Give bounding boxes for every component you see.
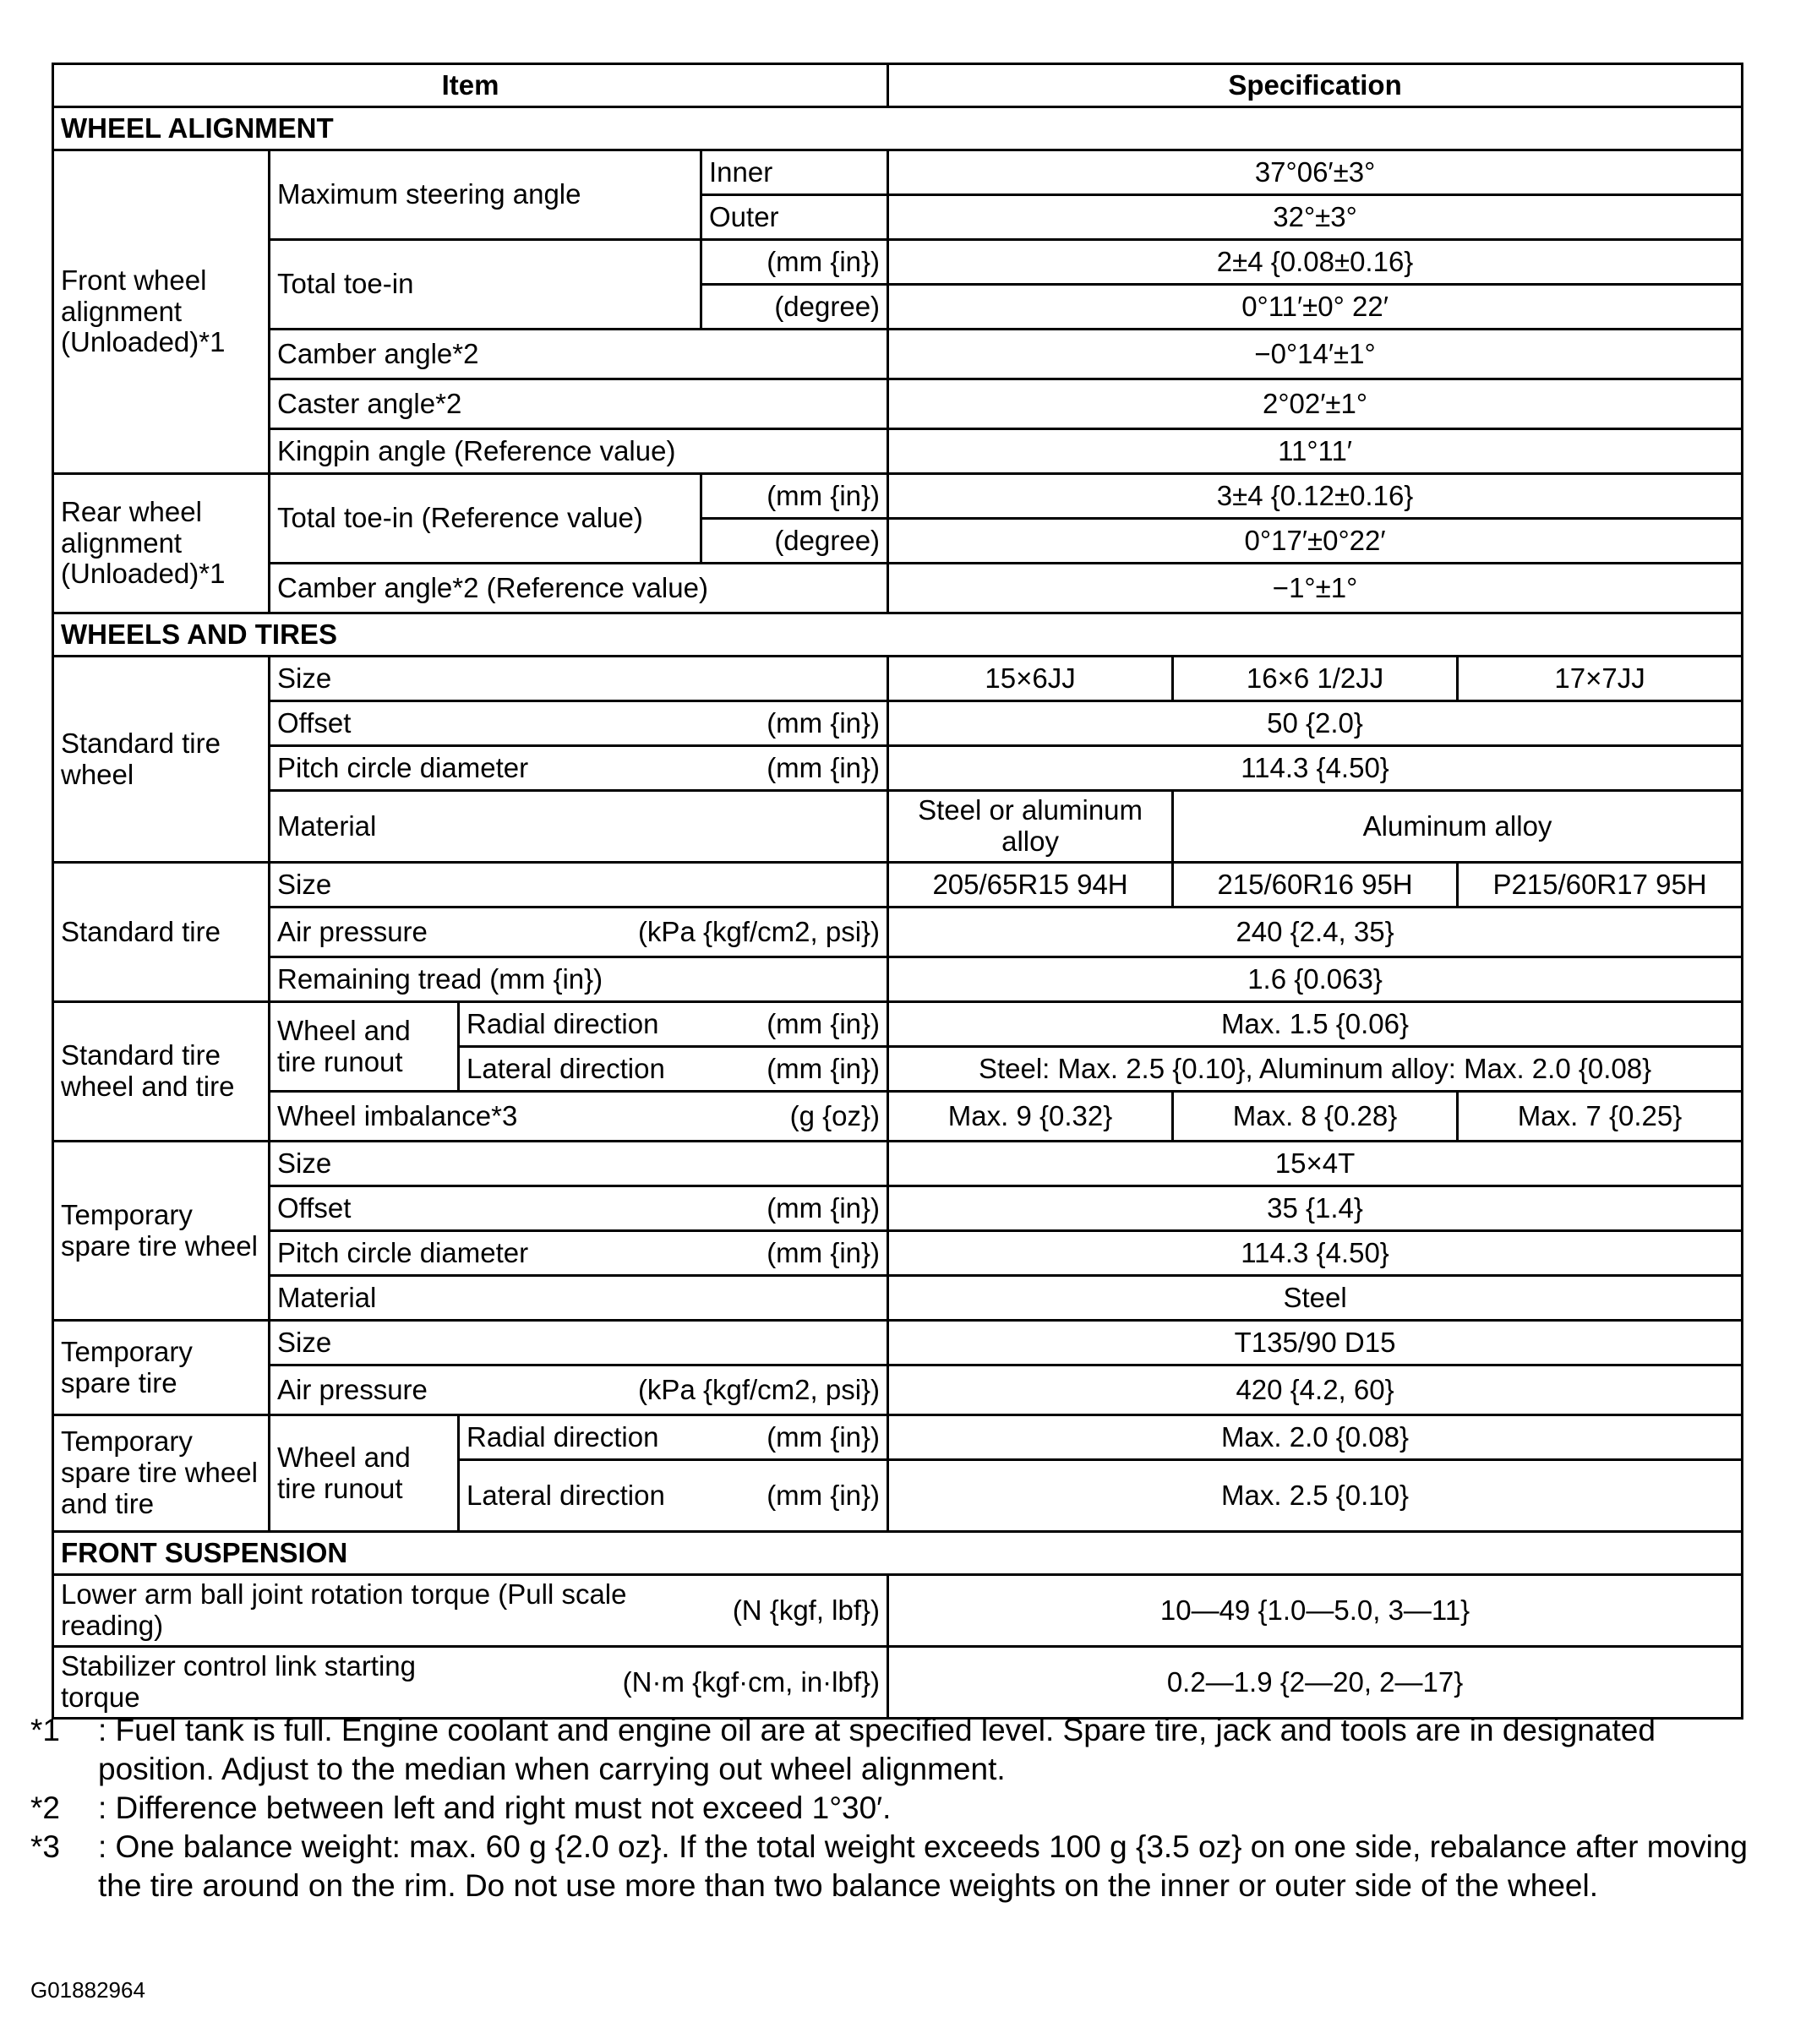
caster-label: Caster angle*2 [270,379,888,429]
table-row [53,1365,1743,1415]
std-tire-size-label: Size [270,863,888,908]
std-wheel-offset-value: 50 {2.0} [888,701,1743,746]
std-tire-air-value: 240 {2.4, 35} [888,908,1743,957]
section-front-suspension: FRONT SUSPENSION [53,1532,1743,1575]
std-wheel-pcd-unit: (mm {in}) [767,751,881,783]
lower-arm-value: 10—49 {1.0—5.0, 3—11} [888,1575,1743,1647]
std-wheel-material-label: Material [270,791,888,863]
table-row [53,429,1743,474]
temp-lateral-value: Max. 2.5 {0.10} [888,1460,1743,1532]
table-row [53,240,1743,285]
table-row [53,657,1743,701]
table-row [53,1186,1743,1231]
footnote-mark: *1 [30,1713,60,1747]
temp-wheel-material-value: Steel [888,1276,1743,1321]
table-row [53,863,1743,908]
temp-tire-air-label: Air pressure [277,1373,428,1405]
table-row [53,791,1743,863]
temp-wheel-and-tire-group: Temporary spare tire wheel and tire [53,1415,270,1532]
front-camber-value: −0°14′±1° [888,330,1743,379]
stabilizer-label: Stabilizer control link starting torque [61,1650,417,1713]
footnote [30,1789,1771,1828]
table-row [53,474,1743,519]
footnotes [30,1711,1771,1905]
imbalance-value: Max. 9 {0.32} [888,1092,1173,1142]
std-wheel-pcd-value: 114.3 {4.50} [888,746,1743,791]
specification-header: Specification [888,64,1743,107]
item-header: Item [53,64,888,107]
std-tire-size-value: 205/65R15 94H [888,863,1173,908]
front-alignment-group: Front wheel alignment (Unloaded)*1 [53,150,270,474]
temp-wheel-size-value: 15×4T [888,1142,1743,1186]
inner-label: Inner [701,150,888,195]
table-row [53,957,1743,1002]
footnote-mark: *3 [30,1829,60,1864]
inner-value: 37°06′±3° [888,150,1743,195]
front-camber-label: Camber angle*2 [270,330,888,379]
table-row [53,1002,1743,1047]
stabilizer-unit: (N·m {kgf·cm, in·lbf}) [622,1665,881,1698]
std-lateral-value: Steel: Max. 2.5 {0.10}, Aluminum alloy: Max. 2.0 {0.08} [888,1047,1743,1092]
std-wheel-offset-unit: (mm {in}) [767,706,881,739]
imbalance-value: Max. 8 {0.28} [1173,1092,1458,1142]
header-row [53,64,1743,107]
std-lateral-unit: (mm {in}) [767,1052,881,1084]
std-wheel-size-value: 16×6 1/2JJ [1173,657,1458,701]
temp-wheel-size-label: Size [270,1142,888,1186]
std-radial-value: Max. 1.5 {0.06} [888,1002,1743,1047]
kingpin-label: Kingpin angle (Reference value) [270,429,888,474]
temp-lateral-unit: (mm {in}) [767,1479,881,1511]
std-wheel-size-value: 15×6JJ [888,657,1173,701]
rear-camber-value: −1°±1° [888,564,1743,613]
figure-code: G01882964 [30,1977,145,2003]
section-row [53,613,1743,657]
lower-arm-unit: (N {kgf, lbf}) [732,1594,881,1626]
temp-radial-value: Max. 2.0 {0.08} [888,1415,1743,1460]
temp-lateral-label: Lateral direction [466,1479,665,1511]
temp-radial-label: Radial direction [466,1420,659,1453]
std-wheel-size-label: Size [270,657,888,701]
std-tire-air-unit: (kPa {kgf/cm2, psi}) [637,915,881,947]
std-wheel-and-tire-group: Standard tire wheel and tire [53,1002,270,1142]
max-steering-angle-label: Maximum steering angle [270,150,701,240]
table-row [53,701,1743,746]
std-lateral-label: Lateral direction [466,1052,665,1084]
temp-tire-air-value: 420 {4.2, 60} [888,1365,1743,1415]
footnote [30,1828,1771,1905]
table-row [53,1575,1743,1647]
rear-toe-mm-value: 3±4 {0.12±0.16} [888,474,1743,519]
standard-tire-group: Standard tire [53,863,270,1002]
outer-value: 32°±3° [888,195,1743,240]
temp-tire-size-label: Size [270,1321,888,1365]
std-radial-unit: (mm {in}) [767,1007,881,1039]
std-tire-size-value: 215/60R16 95H [1173,863,1458,908]
table-row [53,1321,1743,1365]
std-tire-tread-label: Remaining tread (mm {in}) [270,957,888,1002]
temp-wheel-offset-value: 35 {1.4} [888,1186,1743,1231]
std-tire-size-value: P215/60R17 95H [1458,863,1743,908]
table-row [53,1276,1743,1321]
footnote-text: : Fuel tank is full. Engine coolant and engine oil are at specified level. Spare tire, jack and tools are in designated position. Adjust to the median when carrying out wheel alignment. [98,1713,1656,1786]
specification-table [52,63,1743,1720]
table-row [53,150,1743,195]
temp-tire-air-unit: (kPa {kgf/cm2, psi}) [637,1373,881,1405]
table-row [53,1231,1743,1276]
table-row [53,564,1743,613]
rear-alignment-group: Rear wheel alignment (Unloaded)*1 [53,474,270,613]
section-row [53,107,1743,150]
footnote [30,1711,1771,1789]
temp-wheel-pcd-label: Pitch circle diameter [277,1236,529,1268]
temp-wheel-pcd-unit: (mm {in}) [767,1236,881,1268]
standard-wheel-group: Standard tire wheel [53,657,270,863]
front-toe-mm-value: 2±4 {0.08±0.16} [888,240,1743,285]
footnote-text: : Difference between left and right must not exceed 1°30′. [98,1791,892,1825]
table-row [53,1647,1743,1719]
std-radial-label: Radial direction [466,1007,659,1039]
imbalance-value: Max. 7 {0.25} [1458,1092,1743,1142]
std-tire-tread-value: 1.6 {0.063} [888,957,1743,1002]
footnote-text: : One balance weight: max. 60 g {2.0 oz}. If the total weight exceeds 100 g {3.5 oz} on one side, rebalance after moving the tire around on the rim. Do not use more than two balance weights on the inner or outer side of the wheel. [98,1829,1749,1903]
stabilizer-value: 0.2—1.9 {2—20, 2—17} [888,1647,1743,1719]
imbalance-unit: (g {oz}) [789,1099,881,1131]
table-row [53,746,1743,791]
table-row [53,908,1743,957]
temp-tire-group: Temporary spare tire [53,1321,270,1415]
std-wheel-material-value: Steel or aluminum alloy [888,791,1173,863]
std-wheel-offset-label: Offset [277,706,352,739]
temp-tire-size-value: T135/90 D15 [888,1321,1743,1365]
std-wheel-pcd-label: Pitch circle diameter [277,751,529,783]
footnote-mark: *2 [30,1791,60,1825]
lower-arm-label: Lower arm ball joint rotation torque (Pull scale reading) [61,1578,627,1641]
std-tire-air-label: Air pressure [277,915,428,947]
section-wheel-alignment: WHEEL ALIGNMENT [53,107,1743,150]
front-toe-degree-value: 0°11′±0° 22′ [888,285,1743,330]
rear-toe-degree-unit: (degree) [701,519,888,564]
temp-wheel-offset-unit: (mm {in}) [767,1191,881,1224]
temp-runout-label: Wheel and tire runout [270,1415,459,1532]
rear-toe-degree-value: 0°17′±0°22′ [888,519,1743,564]
front-toe-label: Total toe-in [270,240,701,330]
rear-toe-label: Total toe-in (Reference value) [270,474,701,564]
rear-camber-label: Camber angle*2 (Reference value) [270,564,888,613]
table-row [53,1142,1743,1186]
front-toe-degree-unit: (degree) [701,285,888,330]
kingpin-value: 11°11′ [888,429,1743,474]
std-wheel-material-value: Aluminum alloy [1173,791,1743,863]
std-runout-label: Wheel and tire runout [270,1002,459,1092]
temp-wheel-offset-label: Offset [277,1191,352,1224]
section-wheels-and-tires: WHEELS AND TIRES [53,613,1743,657]
outer-label: Outer [701,195,888,240]
std-wheel-size-value: 17×7JJ [1458,657,1743,701]
temp-radial-unit: (mm {in}) [767,1420,881,1453]
table-row [53,330,1743,379]
table-row [53,379,1743,429]
table-row [53,1415,1743,1460]
front-toe-mm-unit: (mm {in}) [701,240,888,285]
temp-wheel-pcd-value: 114.3 {4.50} [888,1231,1743,1276]
imbalance-label: Wheel imbalance*3 [277,1099,518,1131]
temp-wheel-group: Temporary spare tire wheel [53,1142,270,1321]
caster-value: 2°02′±1° [888,379,1743,429]
rear-toe-mm-unit: (mm {in}) [701,474,888,519]
temp-wheel-material-label: Material [270,1276,888,1321]
section-row [53,1532,1743,1575]
table-row [53,1092,1743,1142]
